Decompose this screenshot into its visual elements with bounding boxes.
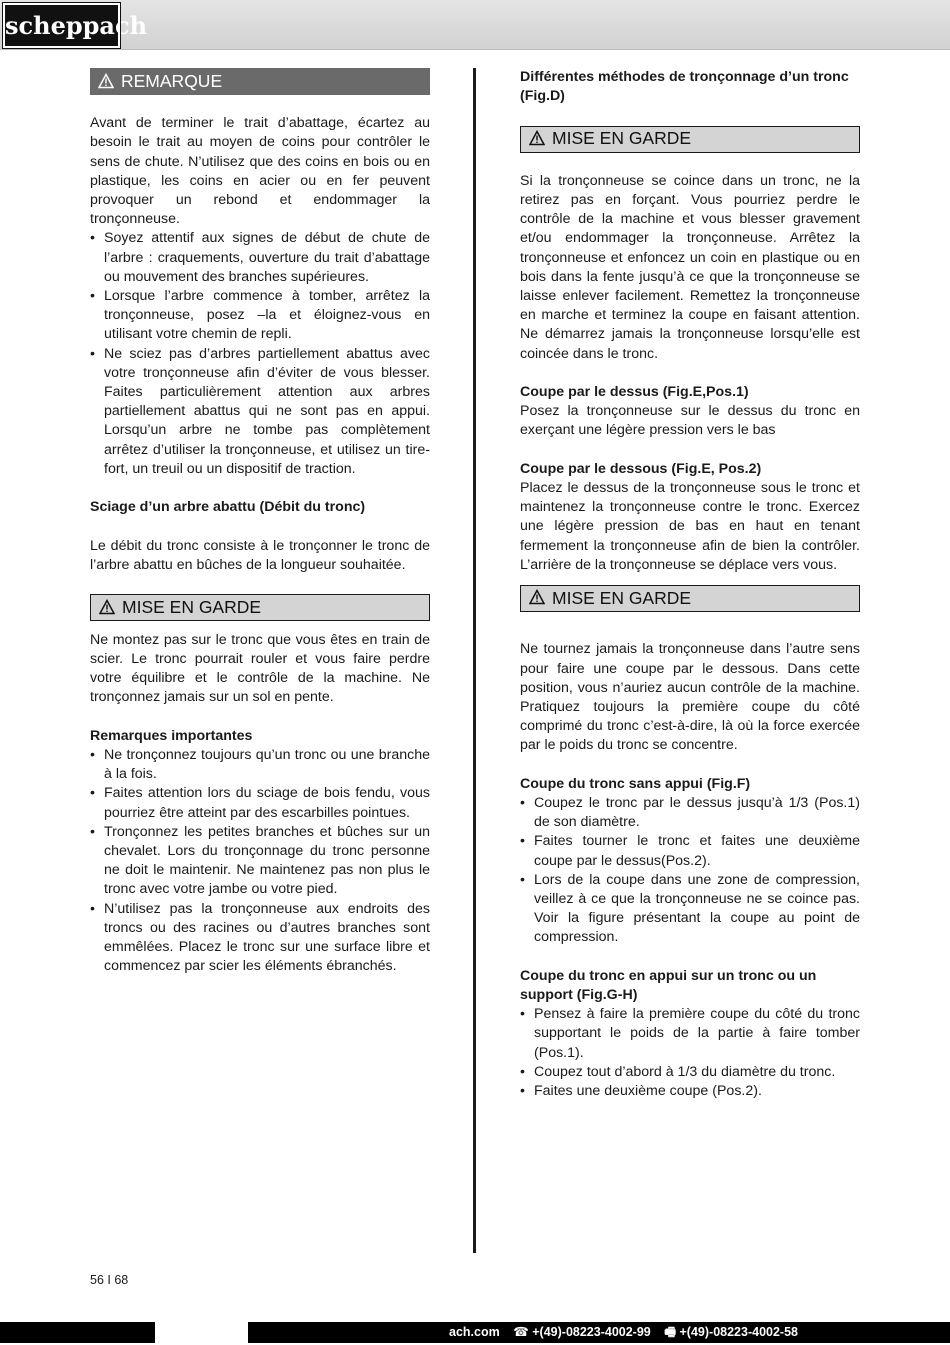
list-item: • Soyez attentif aux signes de début de chute de l’arbre : craquements, ouverture du trait d’abattage ou mouvement des branches supérieures. [90, 229, 430, 287]
list-item: • Faites une deuxième coupe (Pos.2). [520, 1082, 860, 1101]
footer-contact [439, 1322, 798, 1343]
paragraph: Placez le dessus de la tronçonneuse sous le tronc et maintenez la tronçonneuse contre le tronc. Exercez une légère pression de bas en haut en tenant fermement la tronçonneuse afin de bien la contrôler. L’arrière de la tronçonneuse se déplace vers vous. [520, 480, 860, 573]
list-item: • Faites attention lors du sciage de bois fendu, vous pourriez être atteint par des escarbilles pointues. [90, 784, 430, 822]
section-heading: Coupe du tronc sans appui (Fig.F) [520, 775, 751, 792]
section-heading: Remarques importantes [90, 727, 253, 744]
paragraph: Ne tournez jamais la tronçonneuse dans l’autre sens pour faire une coupe par le dessous. Dans cette position, vous n’auriez aucun contrôle de la machine. Pratiquez toujours la première coupe du côté comprimé du tronc c’est-à-dire, là où la force exercée par le poids du tronc se concentre. [520, 641, 860, 754]
list-item: • N’utilisez pas la tronçonneuse aux endroits des troncs ou des racines ou d’autres branches sont emmêlées. Placez le tronc sur une surface libre et commencez par scier les éléments ébranchés. [90, 900, 430, 977]
footer-gap [155, 1322, 248, 1343]
paragraph: Avant de terminer le trait d’abattage, écartez au besoin le trait au moyen de coins pour contrôler le sens de chute. N’utilisez que des coins en bois ou en plastique, les coins en acier ou en fer peuvent provoquer un rebond et endommager la tronçonneuse. [90, 115, 430, 228]
section-heading: Coupe du tronc en appui sur un tronc ou un support (Fig.G-H) [520, 967, 817, 1004]
list-item: • Tronçonnez les petites branches et bûches sur un chevalet. Lors du tronçonnage du tronc personne ne doit le maintenir. Ne maintenez pas non plus le tronc avec votre jambe ou votre pied. [90, 823, 430, 900]
notice-mise-en-garde [520, 585, 860, 612]
bullet-list [520, 1005, 860, 1101]
fax-number: 🖷 +(49)-08223-4002-58 [664, 1325, 798, 1339]
section-heading: Coupe par le dessous (Fig.E, Pos.2) [520, 460, 762, 477]
list-item: • Pensez à faire la première coupe du côté du tronc supportant le poids de la partie à faire tomber (Pos.1). [520, 1005, 860, 1063]
list-item: • Ne sciez pas d’arbres partiellement abattus avec votre tronçonneuse afin d’éviter de vous blesser. Faites particulièrement attention aux arbres partiellement abattus qui ne sont pas en appui. Lorsqu’un arbre ne tombe pas complètement arrêtez d’utiliser la tronçonneuse, et utilisez un tire-fort, un treuil ou un dispositif de traction. [90, 345, 430, 479]
list-item: • Coupez tout d’abord à 1/3 du diamètre du tronc. [520, 1063, 860, 1082]
paragraph: Ne montez pas sur le tronc que vous êtes en train de scier. Le tronc pourrait rouler et vous faire perdre votre équilibre et le contrôle de la machine. Ne tronçonnez jamais sur un sol en pente. [90, 631, 430, 706]
list-item: • Coupez le tronc par le dessus jusqu’à 1/3 (Pos.1) de son diamètre. [520, 794, 860, 832]
notice-mise-en-garde [90, 594, 430, 621]
list-item: • Lors de la coupe dans une zone de compression, veillez à ce que la tronçonneuse ne se coince pas. Voir la figure présentant la coupe au point de compression. [520, 871, 860, 948]
bullet-list [520, 794, 860, 948]
bullet-list [90, 229, 430, 479]
website-text: ach.com [449, 1325, 500, 1339]
section-heading: Différentes méthodes de tronçonnage d’un tronc (Fig.D) [520, 69, 849, 105]
section-heading: Coupe par le dessus (Fig.E,Pos.1) [520, 384, 749, 400]
list-item: • Faites tourner le tronc et faites une deuxième coupe par le dessus(Pos.2). [520, 832, 860, 870]
page-number: 56 I 68 [90, 1273, 129, 1287]
header-bar [0, 0, 950, 50]
warning-icon [99, 599, 115, 615]
warning-icon [98, 73, 114, 89]
right-column [520, 68, 860, 1101]
paragraph: Le débit du tronc consiste à le tronçonner le tronc de l’arbre abattu en bûches de la longueur souhaitée. [90, 537, 430, 573]
phone-number: ☎ +(49)-08223-4002-99 [513, 1325, 651, 1339]
column-divider [473, 68, 476, 1253]
notice-remarque [90, 68, 430, 95]
list-item: • Lorsque l’arbre commence à tomber, arrêtez la tronçonneuse, posez –la et éloignez-vous en utilisant votre chemin de repli. [90, 287, 430, 345]
notice-title: MISE EN GARDE [552, 587, 692, 608]
paragraph: Posez la tronçonneuse sur le dessus du tronc en exerçant une légère pression vers le bas [520, 403, 860, 439]
notice-mise-en-garde [520, 126, 860, 153]
paragraph: Si la tronçonneuse se coince dans un tronc, ne la retirez pas en forçant. Vous pourriez perdre le contrôle de la machine et vous blesser gravement et/ou endommager la tronçonneuse. Arrêtez la tronçonneuse et enfoncez un coin en plastique ou en bois dans la fente jusqu’à ce que la tronçonneuse se laisse enlever facilement. Remettez la tronçonneuse en marche et terminez la coupe en faisant attention. Ne démarrez jamais la tronçonneuse lorsqu’elle est coincée dans le tronc. [520, 172, 860, 362]
warning-icon [529, 130, 545, 146]
warning-icon [529, 589, 545, 605]
notice-title: MISE EN GARDE [122, 597, 262, 618]
list-item: • Ne tronçonnez toujours qu’un tronc ou une branche à la fois. [90, 746, 430, 784]
notice-title: REMARQUE [121, 70, 223, 91]
notice-title: MISE EN GARDE [552, 128, 692, 149]
left-column [90, 68, 430, 976]
scheppach-logo: scheppach [3, 3, 120, 48]
bullet-list [90, 746, 430, 976]
section-heading: Sciage d’un arbre abattu (Débit du tronc) [90, 499, 366, 516]
footer-bar [0, 1322, 950, 1343]
